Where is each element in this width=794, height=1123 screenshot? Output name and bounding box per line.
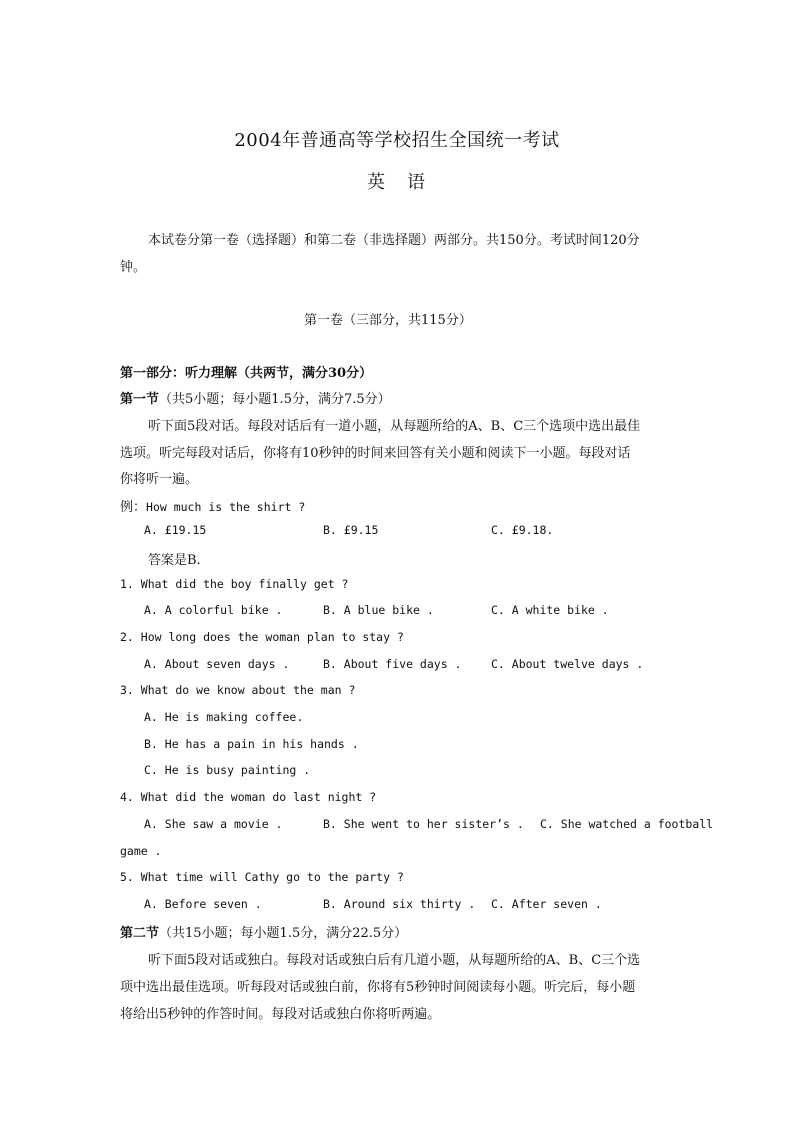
- question-2-option-a: A. About seven days .: [144, 657, 290, 671]
- question-1-option-a: A. A colorful bike .: [144, 603, 283, 617]
- question-3-option-c: C. He is busy painting .: [144, 763, 311, 777]
- section1-instruction-2: 选项。听完每段对话后，你将有10秒钟的时间来回答有关小题和阅读下一小题。每段对话: [120, 446, 631, 461]
- section1-heading: 第一节: [120, 392, 160, 407]
- example-label: 例：: [120, 500, 147, 515]
- section2-heading-line: [120, 922, 407, 941]
- question-3: 3. What do we know about the man ?: [120, 683, 356, 697]
- question-4-option-a: A. She saw a movie .: [144, 817, 283, 831]
- volume-heading: 第一卷（三部分，共115分）: [304, 313, 472, 328]
- section1-instruction-1: 听下面5段对话。每段对话后有一道小题，从每题所给的A、B、C三个选项中选出最佳: [148, 419, 641, 434]
- example-option-c: C. £9.18.: [491, 523, 554, 537]
- question-4-option-b: B. She went to her sister’s .: [323, 817, 524, 831]
- question-1-option-b: B. A blue bike .: [323, 603, 434, 617]
- question-3-option-a: A. He is making coffee.: [144, 710, 304, 724]
- question-3-option-b: B. He has a pain in his hands .: [144, 737, 359, 751]
- section2-instruction-1: 听下面5段对话或独白。每段对话或独白后有几道小题，从每题所给的A、B、C三个选: [148, 953, 641, 968]
- part1-heading: 第一部分：听力理解（共两节，满分30分）: [120, 366, 373, 381]
- question-5-option-c: C. After seven .: [491, 897, 602, 911]
- example-answer: 答案是B.: [148, 553, 201, 568]
- example-option-a: A. £19.15: [144, 523, 207, 537]
- question-5: 5. What time will Cathy go to the party ?: [120, 870, 404, 884]
- section2-instruction-3: 将给出5秒钟的作答时间。每段对话或独白你将听两遍。: [120, 1007, 441, 1022]
- question-4-option-c-continued: game .: [120, 844, 162, 858]
- question-4: 4. What did the woman do last night ?: [120, 790, 377, 804]
- question-1: 1. What did the boy finally get ?: [120, 577, 349, 591]
- question-2: 2. How long does the woman plan to stay ?: [120, 630, 404, 644]
- exam-subject: 英 语: [367, 172, 427, 193]
- example-question: [120, 496, 305, 515]
- question-5-option-b: B. Around six thirty .: [323, 897, 476, 911]
- question-2-option-c: C. About twelve days .: [491, 657, 644, 671]
- intro-line-2: 钟。: [120, 260, 147, 275]
- question-4-option-c: C. She watched a football: [540, 817, 714, 831]
- section2-instruction-2: 项中选出最佳选项。听每段对话或独白前，你将有5秒钟时间阅读每小题。听完后，每小题: [120, 980, 636, 995]
- intro-line-1: 本试卷分第一卷（选择题）和第二卷（非选择题）两部分。共150分。考试时间120分: [148, 233, 640, 248]
- example-option-b: B. £9.15: [323, 523, 379, 537]
- example-question-text: How much is the shirt ?: [146, 500, 306, 514]
- section2-info: （共15小题；每小题1.5分，满分22.5分）: [159, 926, 408, 941]
- exam-title: 2004年普通高等学校招生全国统一考试: [234, 130, 560, 151]
- question-1-option-c: C. A white bike .: [491, 603, 609, 617]
- section2-heading: 第二节: [120, 926, 160, 941]
- question-5-option-a: A. Before seven .: [144, 897, 262, 911]
- section1-instruction-3: 你将听一遍。: [120, 472, 199, 487]
- section1-heading-line: [120, 388, 391, 407]
- section1-info: （共5小题；每小题1.5分，满分7.5分）: [159, 392, 391, 407]
- question-2-option-b: B. About five days .: [323, 657, 462, 671]
